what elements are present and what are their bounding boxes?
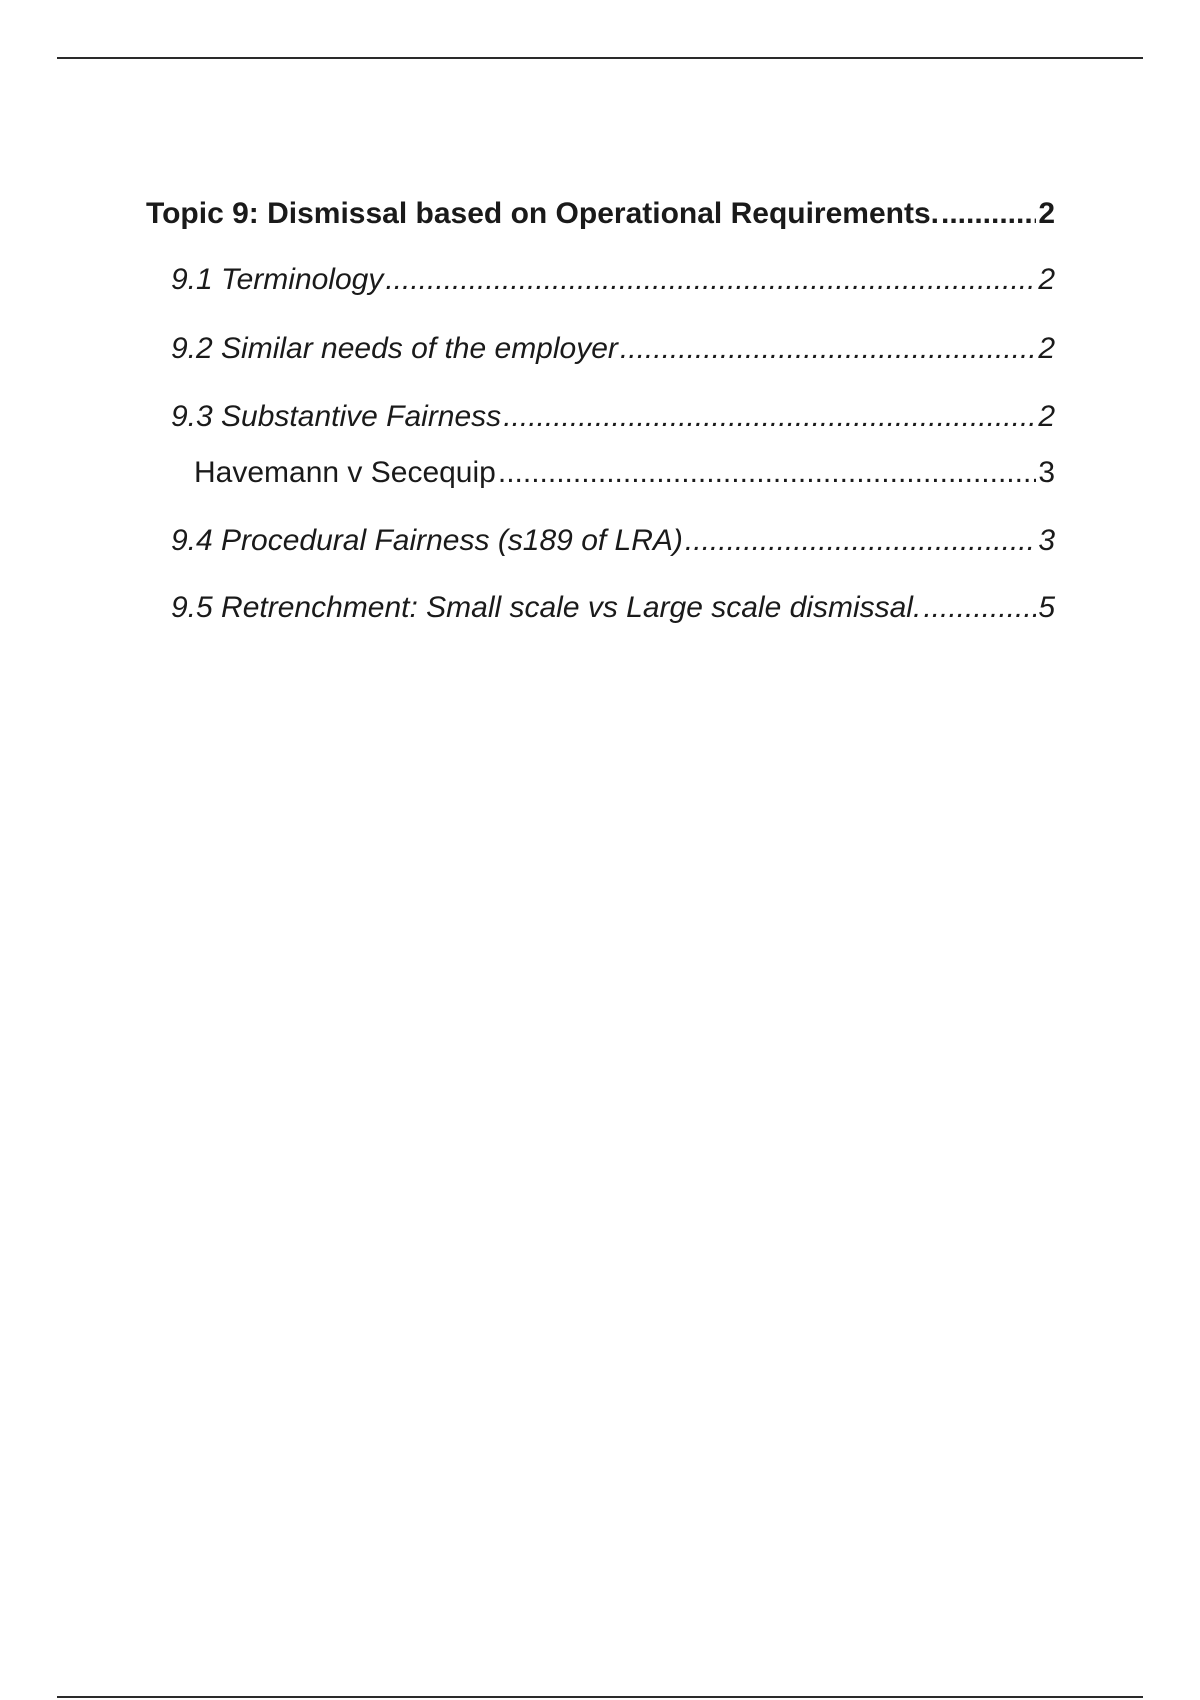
toc-entry-9-5[interactable] xyxy=(171,590,1055,626)
toc-entry-title: Topic 9: Dismissal based on Operational Requirements. xyxy=(146,197,939,230)
toc-entry-title: 9.1 Terminology xyxy=(171,263,384,296)
toc-entry-page: 3 xyxy=(1038,456,1055,489)
toc-entry-9-1[interactable] xyxy=(171,262,1055,298)
toc-entry-havemann[interactable] xyxy=(194,455,1055,491)
toc-entry-title: 9.4 Procedural Fairness (s189 of LRA) xyxy=(171,524,683,557)
toc-leader-dots xyxy=(498,455,1036,491)
toc-leader-dots xyxy=(923,590,1036,626)
toc-entry-title: 9.2 Similar needs of the employer xyxy=(171,332,618,365)
toc-entry-title: 9.3 Substantive Fairness xyxy=(171,400,502,433)
toc-entry-page: 5 xyxy=(1038,591,1055,624)
toc-leader-dots xyxy=(941,196,1036,232)
toc-entry-page: 2 xyxy=(1038,263,1055,296)
footer-rule xyxy=(57,1696,1143,1698)
toc-entry-page: 2 xyxy=(1038,197,1055,230)
toc-leader-dots xyxy=(620,331,1036,367)
toc-entry-title: 9.5 Retrenchment: Small scale vs Large scale dismissal. xyxy=(171,591,922,624)
toc-entry-9-2[interactable] xyxy=(171,331,1055,367)
toc-leader-dots xyxy=(385,262,1036,298)
toc-leader-dots xyxy=(503,399,1036,435)
toc-entry-page: 2 xyxy=(1038,332,1055,365)
toc-leader-dots xyxy=(685,523,1036,559)
toc-entry-title: Havemann v Secequip xyxy=(194,456,496,489)
toc-entry-page: 3 xyxy=(1038,524,1055,557)
toc-entry-9-3[interactable] xyxy=(171,399,1055,435)
toc-entry-topic-9[interactable] xyxy=(146,196,1055,232)
toc-entry-page: 2 xyxy=(1038,400,1055,433)
toc-entry-9-4[interactable] xyxy=(171,523,1055,559)
